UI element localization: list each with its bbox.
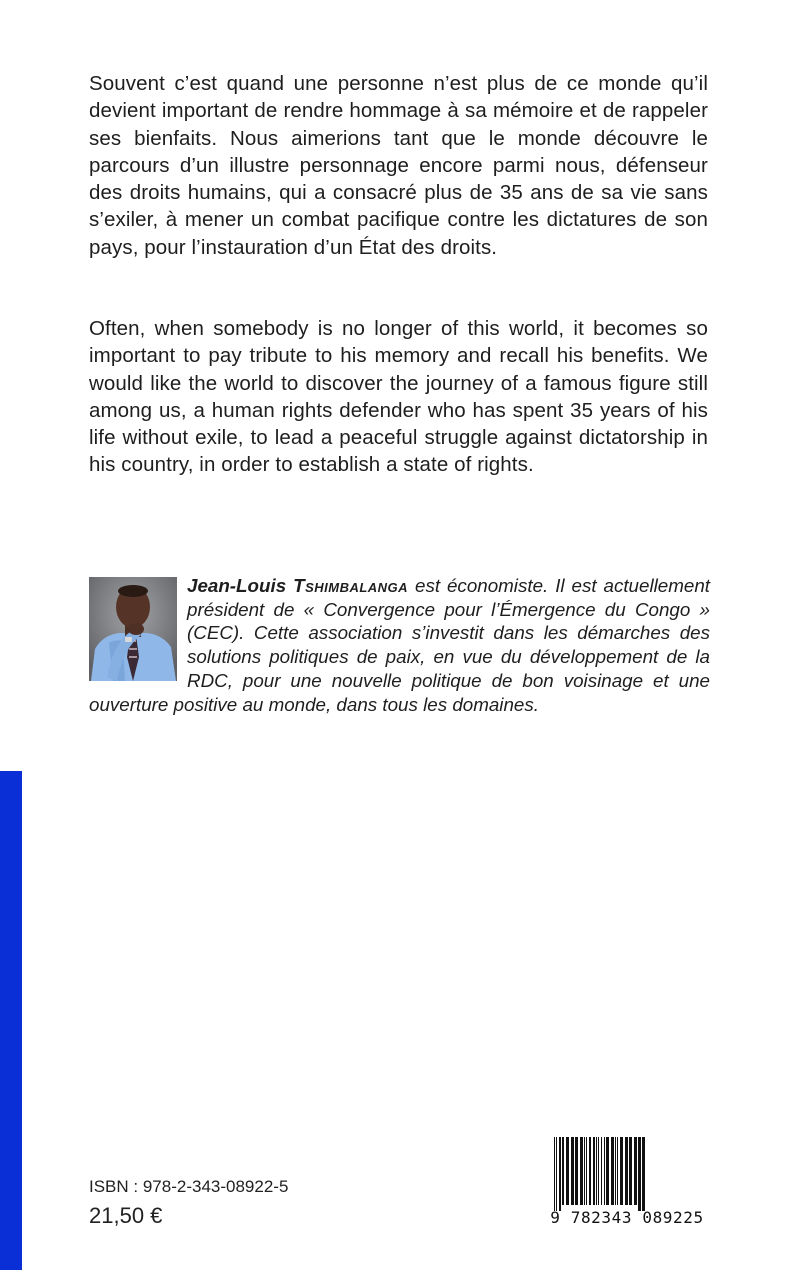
barcode-bar bbox=[596, 1137, 597, 1205]
barcode-bar bbox=[554, 1137, 555, 1211]
barcode-bar bbox=[625, 1137, 628, 1205]
barcode-bar bbox=[634, 1137, 637, 1205]
blue-side-band bbox=[0, 771, 22, 1270]
barcode-bar bbox=[559, 1137, 561, 1211]
author-last-name: Tshimbalanga bbox=[293, 575, 409, 596]
barcode-bar bbox=[611, 1137, 614, 1205]
author-portrait-illustration bbox=[89, 577, 177, 681]
price-text: 21,50 € bbox=[89, 1203, 163, 1228]
barcode-bar bbox=[566, 1137, 569, 1205]
barcode bbox=[544, 1133, 710, 1233]
barcode-bar bbox=[575, 1137, 578, 1205]
barcode-bar bbox=[601, 1137, 602, 1205]
barcode-bar bbox=[584, 1137, 585, 1205]
blurb-french: Souvent c’est quand une personne n’est plus de ce monde qu’il devient important de rendre hommage à sa mémoire et de rappeler ses bienfaits. Nous aimerions tant que le monde découvre le parcours d’un illustre personnage encore parmi nous, défenseur des droits humains, qui a consacré plus de 35 ans de sa vie sans s’exiler, à mener un combat pacifique contre les dictatures de son pays, pour l’instauration d’un État des droits. bbox=[89, 72, 708, 259]
author-first-name: Jean-Louis bbox=[187, 575, 294, 596]
barcode-bar bbox=[593, 1137, 595, 1205]
barcode-bar bbox=[562, 1137, 564, 1205]
author-bio-block bbox=[89, 574, 710, 716]
barcode-bar bbox=[615, 1137, 616, 1205]
blurb-english: Often, when somebody is no longer of this world, it becomes so important to pay tribute to his memory and recall his benefits. We would like the world to discover the journey of a famous figure still among us, a human rights defender who has spent 35 years of his life without exile, to lead a peaceful struggle against dictatorship in his country, in order to establish a state of rights. bbox=[89, 317, 708, 477]
barcode-bar bbox=[580, 1137, 583, 1205]
barcode-bar bbox=[571, 1137, 574, 1205]
barcode-bar bbox=[556, 1137, 557, 1211]
barcode-bar bbox=[604, 1137, 605, 1205]
barcode-bar bbox=[629, 1137, 632, 1205]
author-name bbox=[187, 575, 408, 596]
barcode-bar bbox=[606, 1137, 609, 1205]
barcode-bar bbox=[586, 1137, 587, 1205]
author-photo bbox=[89, 577, 177, 681]
author-bio-text: est économiste. Il est actuellement président de « Convergence pour l’Émergence du Congo » (CEC). Cette association s’investit dans les démarches des solutions politiques de paix, en vue du développement de la RDC, pour une nouvelle politique de bon voisinage et une ouverture positive au monde, dans tous les domaines. bbox=[89, 575, 710, 715]
isbn-text: ISBN : 978-2-343-08922-5 bbox=[89, 1177, 289, 1196]
barcode-bar bbox=[638, 1137, 641, 1211]
barcode-bar bbox=[617, 1137, 618, 1205]
barcode-bar bbox=[620, 1137, 623, 1205]
barcode-digits: 9 782343 089225 bbox=[550, 1208, 704, 1227]
barcode-bar bbox=[598, 1137, 599, 1205]
barcode-bar bbox=[642, 1137, 645, 1211]
barcode-bar bbox=[589, 1137, 591, 1205]
